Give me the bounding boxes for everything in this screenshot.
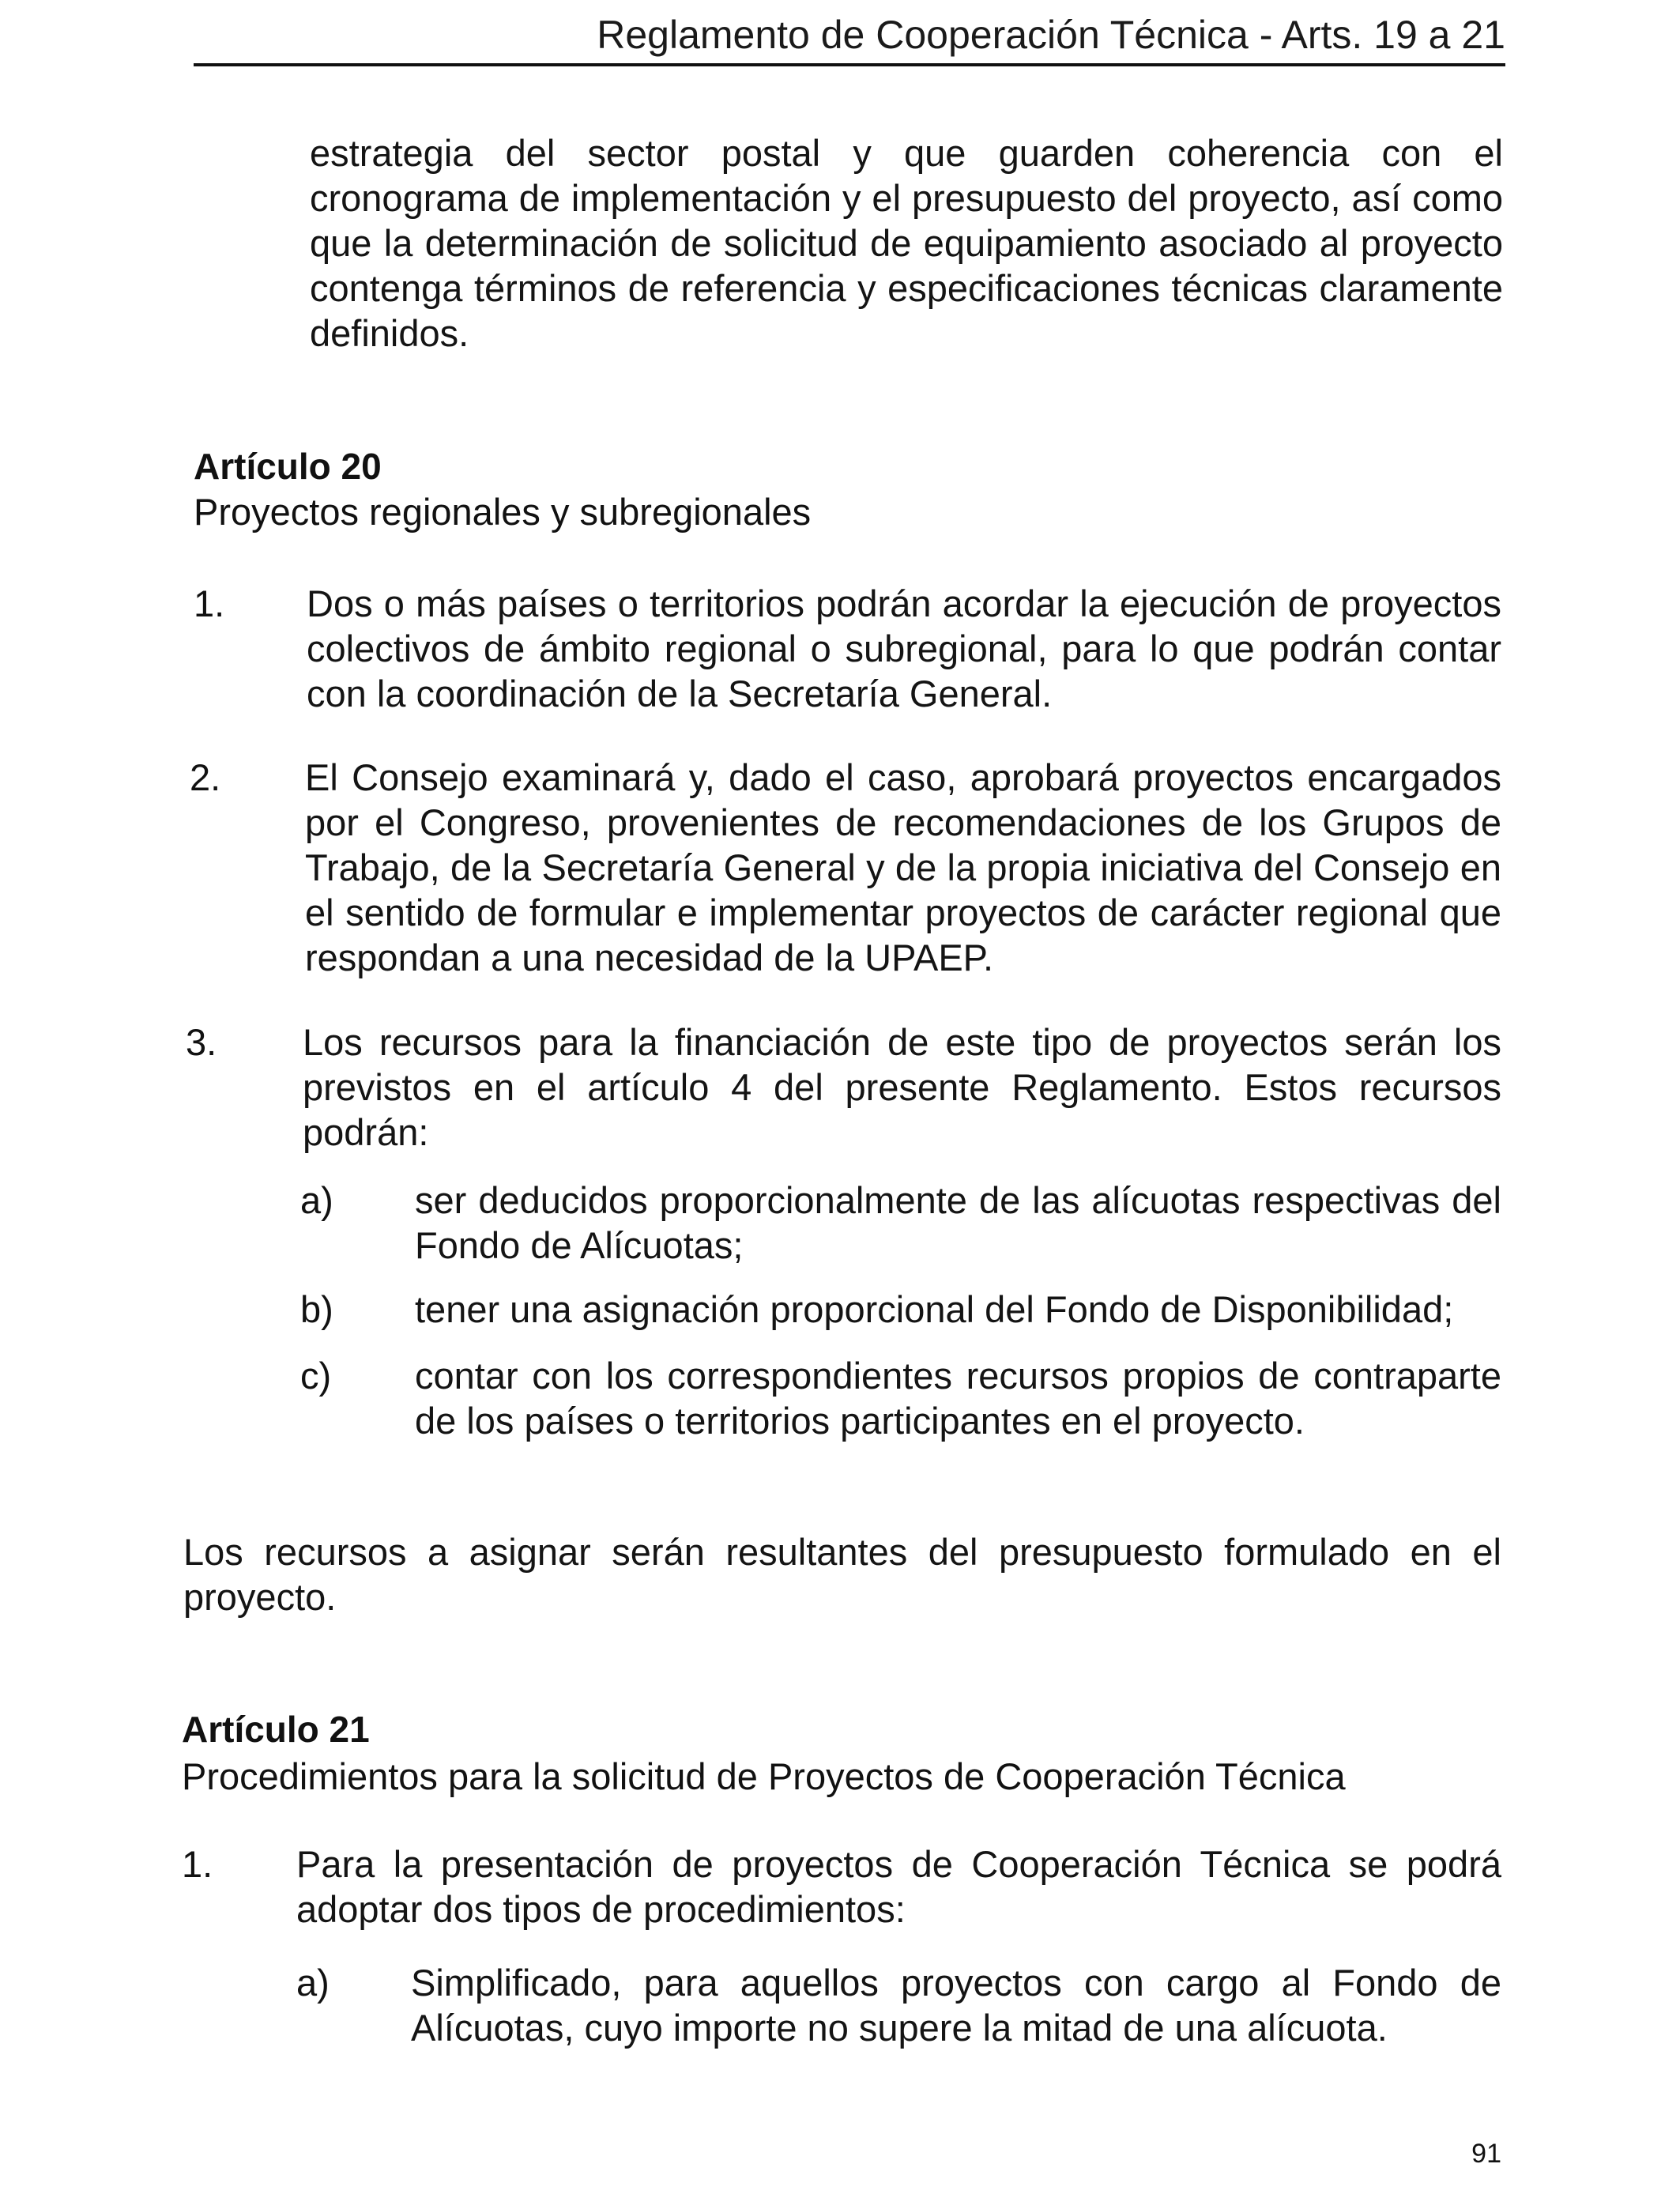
intro-paragraph: estrategia del sector postal y que guarden coherencia con el cronograma de implementación y el presupuesto del proyecto, así como que la determinación de solicitud de equipamiento asociado al proyecto contenga términos de referencia y especificaciones técnicas claramente definidos. [310,132,1503,354]
article-20-item-1-number: 1. [194,582,225,624]
article-21-item-1-text: Para la presentación de proyectos de Cooperación Técnica se podrá adoptar dos tipos de procedimientos: [296,1843,1501,1930]
article-20-subtitle: Proyectos regionales y subregionales [194,491,812,533]
article-21-item-1-number: 1. [182,1843,213,1885]
article-20-subitem-a-letter: a) [300,1179,333,1221]
article-20-subitem-b-text: tener una asignación proporcional del Fondo de Disponibilidad; [415,1288,1454,1330]
article-21-subitem-a-text: Simplificado, para aquellos proyectos con cargo al Fondo de Alícuotas, cuyo importe no supere la mitad de una alícuota. [411,1962,1501,2049]
running-header: Reglamento de Cooperación Técnica - Arts. 19 a 21 [597,13,1505,57]
header-rule [194,63,1505,66]
article-20-heading: Artículo 20 [194,446,382,487]
page-number: 91 [1471,2139,1501,2169]
article-20-closing-paragraph: Los recursos a asignar serán resultantes del presupuesto formulado en el proyecto. [183,1531,1501,1618]
article-20-item-2-number: 2. [190,756,221,798]
article-21-subtitle: Procedimientos para la solicitud de Proyectos de Cooperación Técnica [182,1755,1346,1797]
article-20-item-3-text: Los recursos para la financiación de este tipo de proyectos serán los previstos en el artículo 4 del presente Reglamento. Estos recursos podrán: [303,1021,1501,1153]
article-20-item-2-text: El Consejo examinará y, dado el caso, aprobará proyectos encargados por el Congreso, provenientes de recomendaciones de los Grupos de Trabajo, de la Secretaría General y de la propia iniciativa del Consejo en el sentido de formular e implementar proyectos de carácter regional que respondan a una necesidad de la UPAEP. [305,756,1501,978]
article-20-subitem-b-letter: b) [300,1288,333,1330]
article-20-subitem-a-text: ser deducidos proporcionalmente de las alícuotas respectivas del Fondo de Alícuotas; [415,1179,1501,1266]
article-20-item-3-number: 3. [186,1021,217,1063]
article-20-subitem-c-letter: c) [300,1355,332,1397]
article-20-item-1-text: Dos o más países o territorios podrán acordar la ejecución de proyectos colectivos de ámbito regional o subregional, para lo que podrán contar con la coordinación de la Secretaría General. [307,582,1501,714]
article-20-subitem-c-text: contar con los correspondientes recursos propios de contraparte de los países o territorios participantes en el proyecto. [415,1355,1501,1442]
article-21-subitem-a-letter: a) [296,1962,330,2004]
article-21-heading: Artículo 21 [182,1709,370,1750]
